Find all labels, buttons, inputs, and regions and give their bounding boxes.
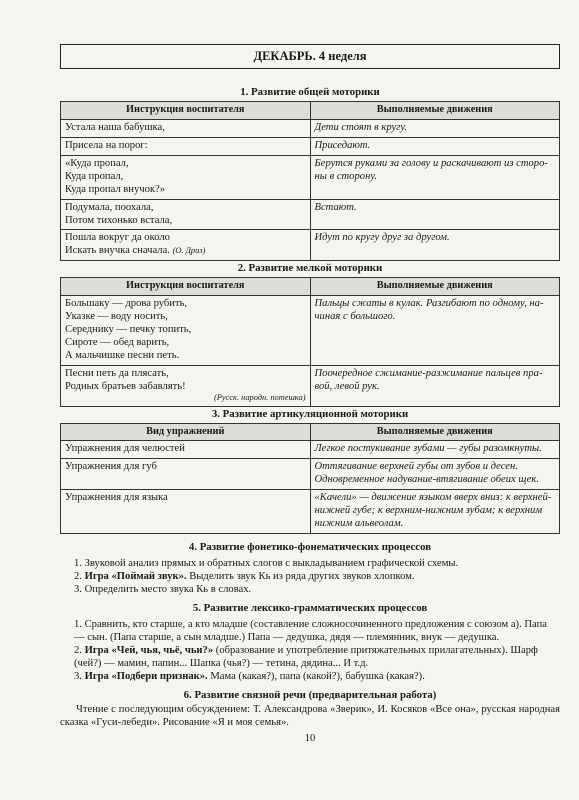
list-item xyxy=(60,584,560,597)
item-number: 2. xyxy=(74,644,82,656)
list-item xyxy=(60,645,560,671)
table-row xyxy=(61,119,560,137)
movement-cell: Приседают. xyxy=(310,137,560,155)
movement-cell: Оттягивание верхней губы от зубов и десен. Одновременное надувание-втягивание обеих щек. xyxy=(310,459,560,490)
table-header-row xyxy=(61,278,560,296)
speech-paragraph: Чтение с последующим обсуждением: Т. Александрова «Зверик», И. Косяков «Все она», русская народная сказка «Гуси-лебеди». Рисование «Я и моя семья». xyxy=(60,703,560,728)
instruction-cell: Большаку — дрова рубить, Указке — воду носить, Середнику — печку топить, Сироте — обед варить, А мальчишке песни петь. xyxy=(61,295,311,365)
movement-cell: Пальцы сжаты в кулак. Разгибают по одному, на- чиная с большого. xyxy=(310,295,560,365)
game-title: Игра «Чей, чья, чьё, чьи?» xyxy=(84,644,214,656)
movement-cell: Берутся руками за голову и раскачивают из сторо- ны в сторону. xyxy=(310,155,560,199)
section-6-heading: 6. Развитие связной речи (предварительная работа) xyxy=(183,688,437,701)
item-text: Звуковой анализ прямых и обратных слогов с выкладыванием графической схемы. xyxy=(84,558,459,570)
movement-cell: Дети стоят в кругу. xyxy=(310,119,560,137)
list-item xyxy=(60,619,560,645)
table-header-row xyxy=(61,423,560,441)
item-text: (образование и употребление притяжательных прилагательных). Шарф (чей?) — мамин, папин... Шапка (чья?) — тетина, дядина... И т.д. xyxy=(74,644,538,669)
instruction-cell: Подумала, поохала, Потом тихонько встала, xyxy=(61,199,311,230)
item-text: Мама (какая?), папа (какой?), бабушка (какая?). xyxy=(207,670,425,682)
list-item xyxy=(60,571,560,584)
section-1-heading: 1. Развитие общей моторики xyxy=(240,86,380,99)
instruction-cell xyxy=(61,365,311,406)
column-header: Инструкция воспитателя xyxy=(61,102,311,120)
item-number: 3. xyxy=(74,583,82,595)
instruction-cell: Устала наша бабушка, xyxy=(61,119,311,137)
column-header: Выполняемые движения xyxy=(310,278,560,296)
list-item xyxy=(60,558,560,571)
table-articulation xyxy=(60,423,560,534)
instruction-cell: Присела на порог: xyxy=(61,137,311,155)
movement-cell: «Качели» — движение языком вверх вниз: к верхней- нижней губе; к верхним-нижним зубам; к верхним нижним альвеолам. xyxy=(310,490,560,534)
item-number: 1. xyxy=(74,558,82,570)
movement-cell: Идут по кругу друг за другом. xyxy=(310,230,560,261)
source-attribution: (Русск. народн. потешка) xyxy=(214,393,306,403)
exercise-cell: Упражнения для челюстей xyxy=(61,441,311,459)
item-number: 2. xyxy=(74,571,82,583)
table-row xyxy=(61,230,560,261)
phonetic-list xyxy=(60,558,560,597)
column-header: Выполняемые движения xyxy=(310,423,560,441)
table-row xyxy=(61,459,560,490)
page-number: 10 xyxy=(304,732,316,744)
section-5-heading: 5. Развитие лексико-грамматических процессов xyxy=(192,601,428,614)
table-header-row xyxy=(61,102,560,120)
item-number: 1. xyxy=(74,619,82,631)
instruction-text: Пошла вокруг да около Искать внучка сначала. xyxy=(65,232,170,257)
item-text: Определить место звука Кь в словах. xyxy=(84,583,252,595)
lexical-list xyxy=(60,619,560,684)
table-row xyxy=(61,155,560,199)
table-fine-motor xyxy=(60,277,560,406)
list-item xyxy=(60,671,560,684)
section-3-heading: 3. Развитие артикуляционной моторики xyxy=(211,407,409,420)
table-general-motor xyxy=(60,101,560,261)
game-title: Игра «Подбери признак». xyxy=(84,670,208,682)
table-row xyxy=(61,199,560,230)
exercise-cell: Упражнения для языка xyxy=(61,490,311,534)
instruction-text: Песни петь да плясать, Родных братьев забавлять! xyxy=(65,367,186,392)
table-row xyxy=(61,441,560,459)
item-text: Выделить звук Кь из ряда других звуков хлопком. xyxy=(186,571,415,583)
movement-cell: Легкое постукивание зубами — губы разомкнуты. xyxy=(310,441,560,459)
table-row xyxy=(61,365,560,406)
column-header: Инструкция воспитателя xyxy=(61,278,311,296)
source-attribution: (О. Дриз) xyxy=(172,246,206,256)
item-text: Сравнить, кто старше, а кто младше (составление сложносочиненного предложения с союзом а). Папа — сын. (Папа старше, а сын младше.) Папа — дедушка, дядя — племянник, внук — дедушка. xyxy=(74,619,547,643)
column-header: Выполняемые движения xyxy=(310,102,560,120)
section-4-heading: 4. Развитие фонетико-фонематических процессов xyxy=(188,540,432,553)
instruction-cell: «Куда пропал, Куда пропал, Куда пропал внучок?» xyxy=(61,155,311,199)
game-title: Игра «Поймай звук». xyxy=(84,571,187,583)
section-2-heading: 2. Развитие мелкой моторики xyxy=(237,262,383,275)
table-row xyxy=(61,137,560,155)
movement-cell: Поочередное сжимание-разжимание пальцев пра- вой, левой рук. xyxy=(310,365,560,406)
movement-cell: Встают. xyxy=(310,199,560,230)
page-title: ДЕКАБРЬ. 4 неделя xyxy=(60,44,560,69)
item-number: 3. xyxy=(74,670,82,682)
column-header: Вид упражнений xyxy=(61,423,311,441)
instruction-cell xyxy=(61,230,311,261)
table-row xyxy=(61,490,560,534)
table-row xyxy=(61,295,560,365)
page xyxy=(60,44,560,746)
exercise-cell: Упражнения для губ xyxy=(61,459,311,490)
